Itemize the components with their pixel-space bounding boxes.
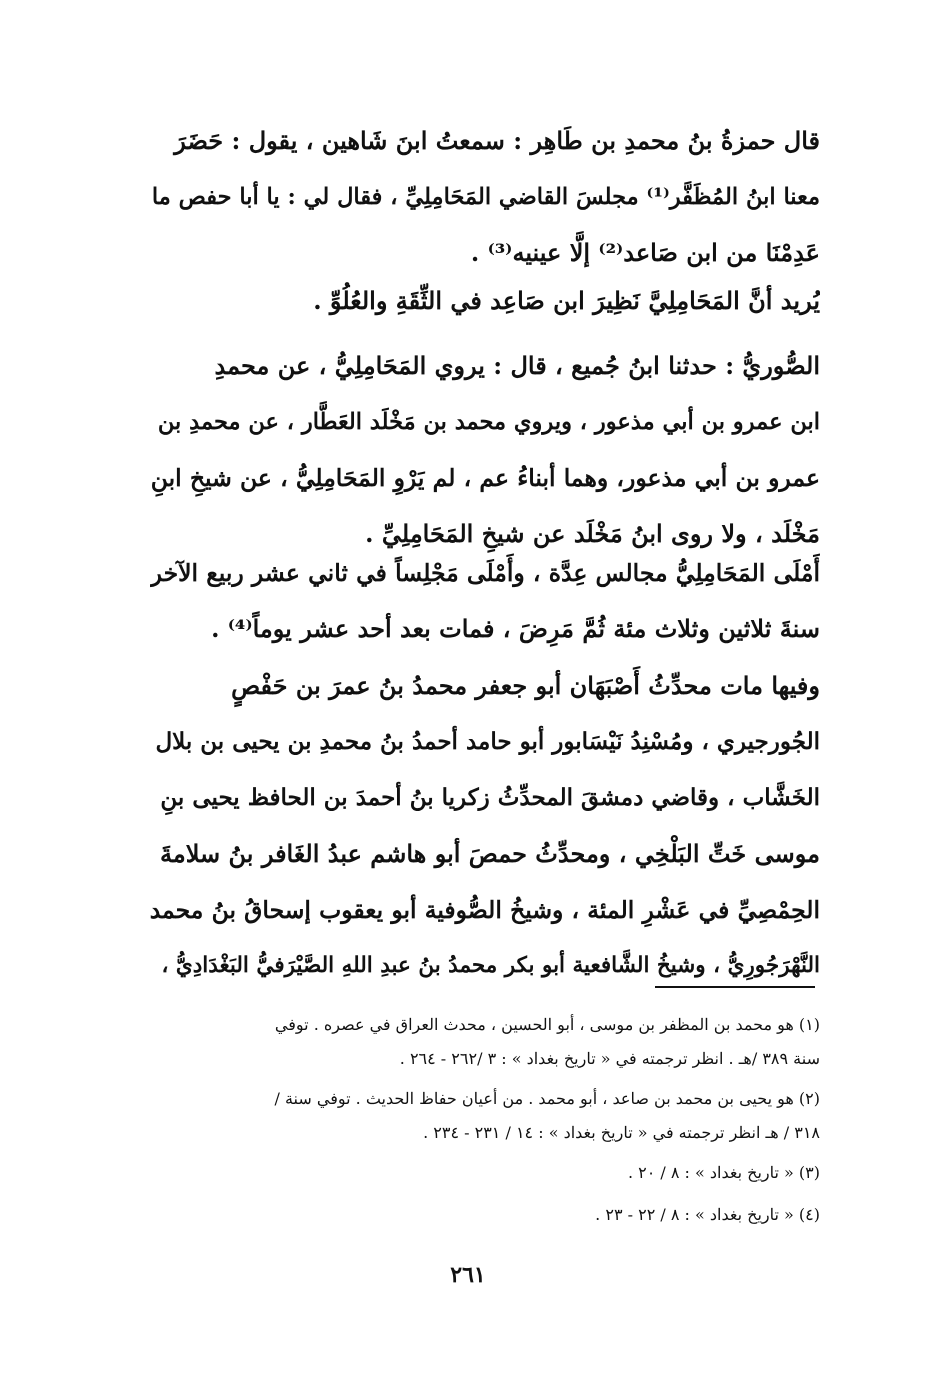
text-line: أَمْلَى المَحَامِلِيُّ مجالس عِدَّة ، وأَمْلَى مَجْلِساً في ثاني عشر ربيع الآخر xyxy=(150,559,820,587)
paragraph-meaning xyxy=(150,273,820,329)
paragraph-suri xyxy=(150,338,820,562)
text-line: معنا ابنُ المُظَفَّر⁽¹⁾ مجلسَ القاضي المَحَامِلِيِّ ، فقال لي : يا أبا حفص ما xyxy=(151,184,820,210)
text-line: مَخْلَد ، ولا روى ابنُ مَخْلَد عن شيخِ المَحَامِلِيِّ . xyxy=(365,519,820,548)
text-line: يُريد أنَّ المَحَامِلِيَّ نَظِيرَ ابن صَاعِد في الثِّقَةِ والعُلُوِّ . xyxy=(313,286,820,315)
paragraph-hamza xyxy=(150,113,820,281)
footnote-line: (٤) « تاريخ بغداد » : ٨ / ٢٢ - ٢٣ . xyxy=(595,1205,820,1224)
paragraph-dictation xyxy=(150,545,820,657)
text-line: عَدِمْنَا من ابن صَاعد⁽²⁾ إلَّا عينيه⁽³⁾ . xyxy=(470,238,820,267)
footnote-line: سنة ٣٨٩ /هـ . انظر ترجمته في « تاريخ بغداد » : ٣ /٢٦٢ - ٢٦٤ . xyxy=(399,1049,820,1068)
footnote-line: (١) هو محمد بن المظفر بن موسى ، أبو الحسين ، محدث العراق في عصره . توفي xyxy=(274,1015,820,1034)
text-line: ابن عمرو بن أبي مذعور ، ويروي محمد بن مَخْلَد العَطَّار ، عن محمدِ بن xyxy=(157,409,820,435)
text-line: قال حمزةُ بنُ محمدِ بن طَاهِر : سمعتُ ابنَ شَاهين ، يقول : حَضَرَ xyxy=(174,126,820,155)
text-line: وفيها مات محدِّثُ أَصْبَهَان أبو جعفر محمدُ بنُ عمرَ بن حَفْصٍ xyxy=(231,671,820,700)
text-line: الخَشَّاب ، وقاضي دمشقَ المحدِّثُ زكريا بنُ أحمدَ بن الحافظ يحيى بنِ xyxy=(160,784,820,811)
text-line: النَّهْرَجُورِيُّ ، وشيخُ الشَّافعية أبو بكر محمدُ بنُ عبدِ اللهِ الصَّيْرَفيُّ البَغْدَادِيُّ ، xyxy=(161,953,820,978)
footnote-2 xyxy=(150,1082,820,1150)
text-line: موسى خَتِّ البَلْخِي ، ومحدِّثُ حمصَ أبو هاشم عبدُ الغَافر بنُ سلامةَ xyxy=(160,839,820,868)
page-number: ٢٦١ xyxy=(450,1262,486,1288)
text-line: الجُورجيري ، ومُسْنِدُ نَيْسَابور أبو حامد أحمدُ بنُ محمدِ بن يحيى بن بلال xyxy=(155,728,820,755)
paragraph-deaths xyxy=(150,658,820,994)
footnote-3 xyxy=(150,1156,820,1190)
footnote-separator xyxy=(655,986,815,988)
text-line: سنةَ ثلاثين وثلاث مئة ثُمَّ مَرِضَ ، فمات بعد أحد عشر يوماً⁽⁴⁾ . xyxy=(211,614,820,643)
text-line: عمرو بن أبي مذعور، وهما أبناءُ عم ، لم يَرْوِ المَحَامِلِيُّ ، عن شيخِ ابنِ xyxy=(150,464,820,492)
text-line: الصُّوريُّ : حدثنا ابنُ جُميع ، قال : يروي المَحَامِلِيُّ ، عن محمدِ xyxy=(214,351,820,380)
footnote-line: (٢) هو يحيى بن محمد بن صاعد ، أبو محمد . من أعيان حفاظ الحديث . توفي سنة / xyxy=(274,1089,820,1108)
footnote-1 xyxy=(150,1008,820,1076)
footnote-4 xyxy=(150,1198,820,1232)
text-line: الحِمْصِيِّ في عَشْرِ المئة ، وشيخُ الصُّوفية أبو يعقوب إسحاقُ بنُ محمد xyxy=(150,896,820,924)
footnote-line: (٣) « تاريخ بغداد » : ٨ / ٢٠ . xyxy=(627,1163,820,1182)
footnote-line: ٣١٨ / هـ انظر ترجمته في « تاريخ بغداد » : ١٤ / ٢٣١ - ٢٣٤ . xyxy=(423,1123,820,1142)
